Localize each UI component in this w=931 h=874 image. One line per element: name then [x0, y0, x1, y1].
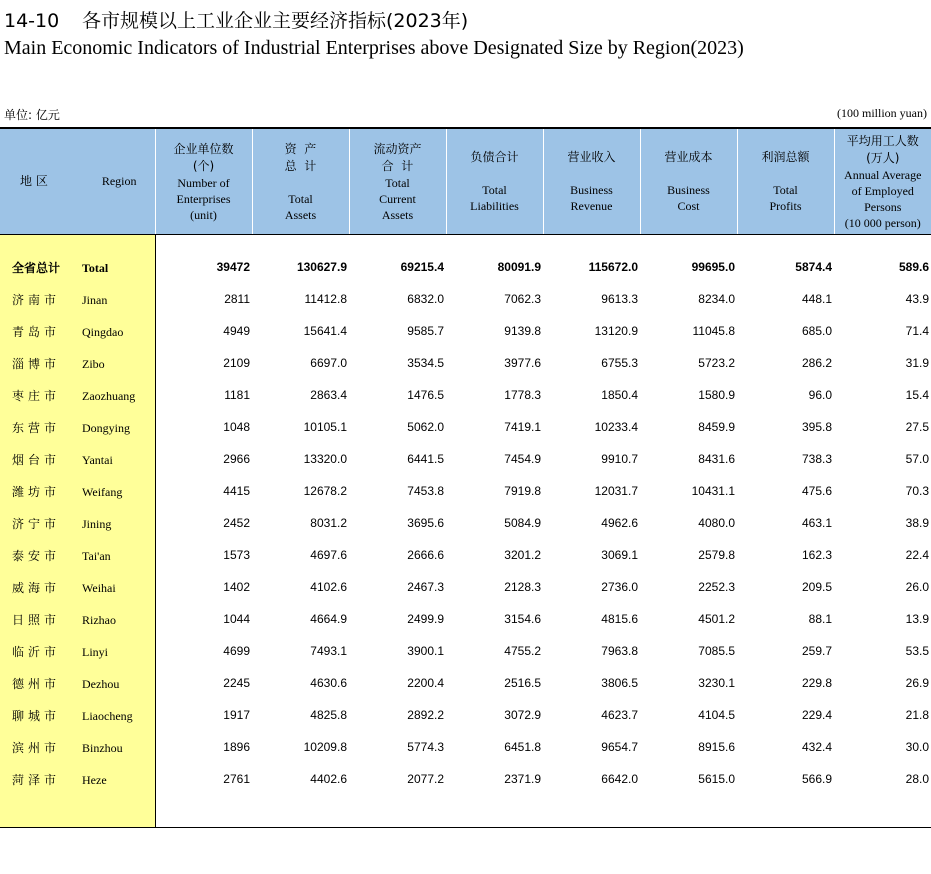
- value-cell: 685.0: [801, 324, 832, 338]
- value-cell: 13320.0: [303, 452, 347, 466]
- value-cell: 2077.2: [407, 772, 444, 786]
- value-cell: 3806.5: [601, 676, 638, 690]
- header-en: Total Assets: [284, 191, 317, 222]
- region-name-en: Jining: [82, 516, 112, 531]
- region-cell: [0, 235, 155, 252]
- header-en: Total Liabilities: [470, 183, 519, 213]
- header-en: Total Current Assets: [379, 175, 416, 222]
- value-cell: 3201.2: [504, 548, 541, 562]
- value-cell: 8915.6: [698, 740, 735, 754]
- region-name-cn: 枣庄市: [12, 388, 61, 403]
- indicators-table: [0, 127, 931, 828]
- region-name-cn: 潍坊市: [12, 484, 61, 499]
- region-cell: [0, 411, 155, 443]
- empty-cell: [252, 795, 349, 828]
- empty-cell: [543, 235, 640, 252]
- value-cell: 6832.0: [407, 292, 444, 306]
- region-cell: [0, 763, 155, 795]
- table-row: [0, 315, 931, 347]
- value-cell: 10233.4: [594, 420, 638, 434]
- region-name-cn: 聊城市: [12, 708, 61, 723]
- region-cell: [0, 507, 155, 539]
- value-cell: 589.6: [898, 260, 929, 274]
- header-profits: [737, 128, 834, 235]
- region-cell: [0, 635, 155, 667]
- header-employed: [834, 128, 931, 235]
- table-title-cn: [4, 6, 468, 33]
- value-cell: 259.7: [801, 644, 832, 658]
- region-cell: [0, 731, 155, 763]
- region-name-en: Zibo: [82, 356, 105, 371]
- value-cell: 7453.8: [407, 484, 444, 498]
- empty-cell: [737, 795, 834, 828]
- value-cell: 1850.4: [601, 388, 638, 402]
- value-cell: 10431.1: [691, 484, 735, 498]
- region-name-en: Heze: [82, 772, 107, 787]
- table-row: [0, 507, 931, 539]
- value-cell: 3230.1: [698, 676, 735, 690]
- value-cell: 1044: [223, 612, 250, 626]
- value-cell: 1778.3: [504, 388, 541, 402]
- header-total-assets: [252, 128, 349, 235]
- region-cell: [0, 443, 155, 475]
- region-name-cn: 青岛市: [12, 324, 61, 339]
- header-cn: 流动资产 合 计: [373, 141, 422, 173]
- value-cell: 26.0: [905, 580, 929, 594]
- header-cn: 企业单位数 (个): [173, 141, 234, 173]
- value-cell: 4623.7: [601, 708, 638, 722]
- table-row: [0, 603, 931, 635]
- region-cell: [0, 315, 155, 347]
- value-cell: 432.4: [801, 740, 832, 754]
- value-cell: 13120.9: [594, 324, 638, 338]
- value-cell: 738.3: [801, 452, 832, 466]
- region-name-en: Zaozhuang: [82, 388, 136, 403]
- value-cell: 88.1: [808, 612, 832, 626]
- value-cell: 2371.9: [504, 772, 541, 786]
- value-cell: 7493.1: [310, 644, 347, 658]
- header-en: Annual Average of Employed Persons (10 000 person): [844, 167, 922, 230]
- empty-cell: [155, 795, 252, 828]
- region-name-en: Dongying: [82, 420, 130, 435]
- value-cell: 2109: [223, 356, 250, 370]
- empty-cell: [543, 795, 640, 828]
- total-row: [0, 251, 931, 283]
- region-name-en: Dezhou: [82, 676, 120, 691]
- value-cell: 4415: [223, 484, 250, 498]
- value-cell: 38.9: [905, 516, 929, 530]
- empty-cell: [349, 235, 446, 252]
- value-cell: 4080.0: [698, 516, 735, 530]
- value-cell: 566.9: [801, 772, 832, 786]
- value-cell: 2966: [223, 452, 250, 466]
- value-cell: 2452: [223, 516, 250, 530]
- value-cell: 11045.8: [692, 324, 735, 338]
- unit-label-cn: 单位: 亿元: [4, 108, 60, 122]
- region-name-cn: 德州市: [12, 676, 61, 691]
- region-cell: [0, 795, 155, 828]
- region-name-en: Qingdao: [82, 324, 124, 339]
- region-cell: [0, 251, 155, 283]
- header-cn: 负债合计: [470, 150, 519, 164]
- region-name-en: Rizhao: [82, 612, 116, 627]
- value-cell: 4630.6: [310, 676, 347, 690]
- header-cn: 营业成本: [664, 150, 713, 164]
- region-cell: [0, 283, 155, 315]
- spacer-row: [0, 795, 931, 828]
- value-cell: 21.8: [905, 708, 929, 722]
- value-cell: 4664.9: [310, 612, 347, 626]
- region-name-cn: 全省总计: [12, 260, 61, 275]
- table-row: [0, 347, 931, 379]
- region-name-en: Tai'an: [82, 548, 111, 563]
- value-cell: 12678.2: [303, 484, 347, 498]
- header-enterprises: [155, 128, 252, 235]
- value-cell: 6755.3: [601, 356, 638, 370]
- value-cell: 4501.2: [698, 612, 735, 626]
- empty-cell: [834, 235, 931, 252]
- empty-cell: [252, 235, 349, 252]
- value-cell: 5723.2: [698, 356, 735, 370]
- spacer-row: [0, 235, 931, 252]
- region-cell: [0, 571, 155, 603]
- table-row: [0, 379, 931, 411]
- value-cell: 11412.8: [304, 292, 347, 306]
- value-cell: 1476.5: [407, 388, 444, 402]
- header-cn: 营业收入: [567, 150, 616, 164]
- empty-cell: [155, 235, 252, 252]
- region-name-cn: 泰安市: [12, 548, 61, 563]
- value-cell: 4949: [223, 324, 250, 338]
- value-cell: 395.8: [801, 420, 832, 434]
- value-cell: 1181: [224, 388, 250, 402]
- value-cell: 463.1: [801, 516, 832, 530]
- value-cell: 4102.6: [310, 580, 347, 594]
- value-cell: 30.0: [905, 740, 929, 754]
- region-cell: [0, 603, 155, 635]
- value-cell: 5774.3: [407, 740, 444, 754]
- table-row: [0, 571, 931, 603]
- region-cell: [0, 347, 155, 379]
- value-cell: 96.0: [808, 388, 832, 402]
- empty-cell: [737, 235, 834, 252]
- table-row: [0, 731, 931, 763]
- value-cell: 2892.2: [407, 708, 444, 722]
- region-cell: [0, 699, 155, 731]
- table-row: [0, 283, 931, 315]
- region-name-cn: 滨州市: [12, 740, 61, 755]
- value-cell: 99695.0: [691, 260, 735, 274]
- value-cell: 229.4: [801, 708, 832, 722]
- value-cell: 22.4: [905, 548, 929, 562]
- header-cost: [640, 128, 737, 235]
- table-title-en: Main Economic Indicators of Industrial Enterprises above Designated Size by Region(2023): [4, 37, 744, 59]
- value-cell: 9613.3: [601, 292, 638, 306]
- value-cell: 3154.6: [504, 612, 541, 626]
- value-cell: 286.2: [801, 356, 832, 370]
- value-cell: 4402.6: [310, 772, 347, 786]
- table-row: [0, 667, 931, 699]
- value-cell: 7963.8: [601, 644, 638, 658]
- value-cell: 26.9: [905, 676, 929, 690]
- table-row: [0, 763, 931, 795]
- region-name-en: Total: [82, 260, 109, 275]
- region-name-cn: 淄博市: [12, 356, 61, 371]
- header-region-cn: 地 区: [20, 174, 48, 188]
- region-name-cn: 济宁市: [12, 516, 61, 531]
- value-cell: 15641.4: [303, 324, 347, 338]
- region-name-cn: 烟台市: [12, 452, 61, 467]
- value-cell: 9910.7: [601, 452, 638, 466]
- header-region: [0, 128, 155, 235]
- value-cell: 7419.1: [504, 420, 541, 434]
- value-cell: 71.4: [905, 324, 929, 338]
- table-number: 14-10: [4, 10, 60, 32]
- value-cell: 1896: [223, 740, 250, 754]
- region-name-en: Yantai: [82, 452, 113, 467]
- value-cell: 5874.4: [795, 260, 832, 274]
- value-cell: 2128.3: [504, 580, 541, 594]
- value-cell: 2516.5: [504, 676, 541, 690]
- value-cell: 70.3: [905, 484, 929, 498]
- table-row: [0, 475, 931, 507]
- region-name-cn: 临沂市: [12, 644, 61, 659]
- value-cell: 5062.0: [407, 420, 444, 434]
- value-cell: 3534.5: [407, 356, 444, 370]
- empty-cell: [446, 795, 543, 828]
- value-cell: 2736.0: [601, 580, 638, 594]
- value-cell: 448.1: [801, 292, 832, 306]
- value-cell: 4755.2: [504, 644, 541, 658]
- region-name-en: Jinan: [82, 292, 108, 307]
- region-name-en: Liaocheng: [82, 708, 133, 723]
- header-liabilities: [446, 128, 543, 235]
- empty-cell: [834, 795, 931, 828]
- table-row: [0, 539, 931, 571]
- empty-cell: [640, 235, 737, 252]
- value-cell: 3069.1: [601, 548, 638, 562]
- value-cell: 8459.9: [698, 420, 735, 434]
- table-row: [0, 699, 931, 731]
- value-cell: 3072.9: [504, 708, 541, 722]
- value-cell: 6441.5: [407, 452, 444, 466]
- value-cell: 4825.8: [310, 708, 347, 722]
- value-cell: 39472: [216, 260, 250, 274]
- value-cell: 6451.8: [504, 740, 541, 754]
- region-cell: [0, 379, 155, 411]
- value-cell: 57.0: [905, 452, 929, 466]
- value-cell: 1402: [223, 580, 250, 594]
- value-cell: 43.9: [905, 292, 929, 306]
- table-body: [0, 235, 931, 828]
- header-en: Business Revenue: [570, 183, 613, 213]
- value-cell: 69215.4: [400, 260, 444, 274]
- value-cell: 3900.1: [407, 644, 444, 658]
- value-cell: 12031.7: [594, 484, 638, 498]
- value-cell: 2863.4: [310, 388, 347, 402]
- value-cell: 5615.0: [698, 772, 735, 786]
- value-cell: 3977.6: [504, 356, 541, 370]
- region-cell: [0, 475, 155, 507]
- header-cn: 资 产 总 计: [284, 141, 317, 173]
- value-cell: 475.6: [801, 484, 832, 498]
- value-cell: 15.4: [905, 388, 929, 402]
- value-cell: 1917: [223, 708, 250, 722]
- header-current-assets: [349, 128, 446, 235]
- region-name-en: Binzhou: [82, 740, 123, 755]
- region-name-en: Weihai: [82, 580, 116, 595]
- value-cell: 9585.7: [407, 324, 444, 338]
- value-cell: 229.8: [801, 676, 832, 690]
- header-row: [0, 128, 931, 235]
- table-title-cn-text: 各市规模以上工业企业主要经济指标(2023年): [82, 10, 469, 32]
- region-name-cn: 日照市: [12, 612, 61, 627]
- value-cell: 7919.8: [504, 484, 541, 498]
- header-en: Total Profits: [769, 183, 802, 213]
- empty-cell: [446, 235, 543, 252]
- value-cell: 7062.3: [504, 292, 541, 306]
- table-row: [0, 443, 931, 475]
- value-cell: 4815.6: [601, 612, 638, 626]
- region-cell: [0, 539, 155, 571]
- value-cell: 2200.4: [407, 676, 444, 690]
- value-cell: 2252.3: [698, 580, 735, 594]
- value-cell: 31.9: [905, 356, 929, 370]
- empty-cell: [349, 795, 446, 828]
- region-name-cn: 菏泽市: [12, 772, 61, 787]
- value-cell: 9654.7: [601, 740, 638, 754]
- value-cell: 1580.9: [698, 388, 735, 402]
- value-cell: 3695.6: [407, 516, 444, 530]
- value-cell: 80091.9: [497, 260, 541, 274]
- value-cell: 2467.3: [407, 580, 444, 594]
- value-cell: 209.5: [801, 580, 832, 594]
- value-cell: 4104.5: [698, 708, 735, 722]
- region-name-en: Linyi: [82, 644, 108, 659]
- value-cell: 115672.0: [588, 260, 638, 274]
- value-cell: 5084.9: [504, 516, 541, 530]
- value-cell: 2499.9: [407, 612, 444, 626]
- empty-cell: [640, 795, 737, 828]
- value-cell: 4697.6: [310, 548, 347, 562]
- header-region-en: Region: [101, 174, 137, 188]
- value-cell: 2761: [223, 772, 250, 786]
- value-cell: 28.0: [905, 772, 929, 786]
- value-cell: 10105.1: [303, 420, 347, 434]
- region-name-cn: 济南市: [12, 292, 61, 307]
- value-cell: 2811: [224, 292, 250, 306]
- value-cell: 8031.2: [310, 516, 347, 530]
- value-cell: 8234.0: [698, 292, 735, 306]
- value-cell: 1573: [223, 548, 250, 562]
- value-cell: 162.3: [801, 548, 832, 562]
- value-cell: 4962.6: [601, 516, 638, 530]
- value-cell: 130627.9: [296, 260, 347, 274]
- value-cell: 8431.6: [698, 452, 735, 466]
- region-cell: [0, 667, 155, 699]
- value-cell: 27.5: [905, 420, 929, 434]
- unit-label-en: (100 million yuan): [837, 106, 927, 120]
- value-cell: 2579.8: [698, 548, 735, 562]
- value-cell: 7454.9: [504, 452, 541, 466]
- value-cell: 6697.0: [310, 356, 347, 370]
- value-cell: 2245: [223, 676, 250, 690]
- header-cn: 平均用工人数 (万人): [846, 133, 919, 165]
- table-row: [0, 411, 931, 443]
- header-revenue: [543, 128, 640, 235]
- header-en: Number of Enterprises (unit): [176, 175, 231, 222]
- value-cell: 2666.6: [407, 548, 444, 562]
- region-name-en: Weifang: [82, 484, 123, 499]
- value-cell: 13.9: [905, 612, 929, 626]
- header-en: Business Cost: [667, 183, 710, 213]
- value-cell: 53.5: [905, 644, 929, 658]
- region-name-cn: 东营市: [12, 420, 61, 435]
- value-cell: 7085.5: [698, 644, 735, 658]
- table-row: [0, 635, 931, 667]
- value-cell: 10209.8: [303, 740, 347, 754]
- value-cell: 6642.0: [601, 772, 638, 786]
- value-cell: 4699: [223, 644, 250, 658]
- header-cn: 利润总额: [761, 150, 810, 164]
- region-name-cn: 威海市: [12, 580, 61, 595]
- value-cell: 1048: [223, 420, 250, 434]
- value-cell: 9139.8: [504, 324, 541, 338]
